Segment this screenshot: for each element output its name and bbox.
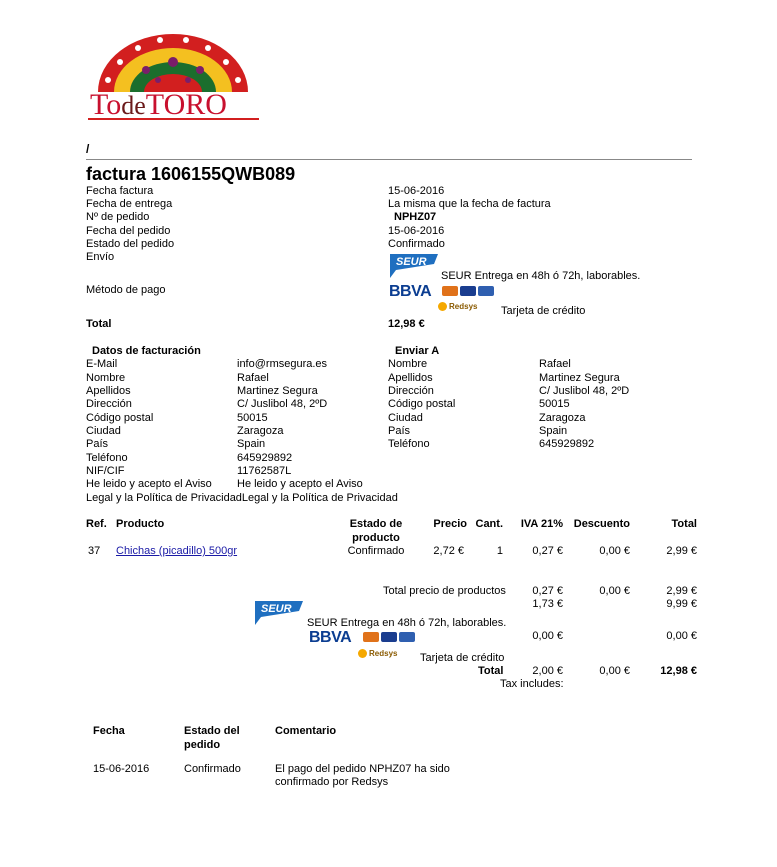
- col-discount-header: Descuento: [573, 518, 630, 530]
- history-date-header: Fecha: [93, 725, 125, 737]
- products-total-label: Total precio de productos: [383, 585, 506, 597]
- bbva-logo: BBVA: [389, 283, 432, 300]
- billing-value: info@rmsegura.es: [237, 358, 328, 370]
- mastercard-icon: [363, 632, 379, 642]
- col-vat-header: IVA 21%: [520, 518, 563, 530]
- summary-value: 15-06-2016: [388, 225, 445, 237]
- billing-value: Martinez Segura: [237, 385, 318, 397]
- cell-vat: 0,27 €: [532, 545, 563, 557]
- shipping-value: Spain: [539, 425, 568, 437]
- product-link[interactable]: Chichas (picadillo) 500gr: [116, 545, 238, 557]
- billing-value: 645929892: [237, 452, 293, 464]
- billing-label: Código postal: [86, 412, 154, 424]
- products-total-discount: 0,00 €: [599, 585, 630, 597]
- billing-value: 11762587L: [237, 465, 292, 477]
- invoice-title: factura 1606155QWB089: [86, 164, 296, 184]
- logo-text-toro: TORO: [145, 88, 227, 121]
- cell-total: 2,99 €: [666, 545, 697, 557]
- svg-text:SEUR: SEUR: [261, 603, 292, 615]
- billing-label: Dirección: [86, 398, 132, 410]
- logo-text-to: To: [90, 88, 122, 121]
- cell-price: 2,72 €: [433, 545, 464, 557]
- maestro-icon: [478, 286, 494, 296]
- billing-label: NIF/CIF: [86, 465, 125, 477]
- shipping-label: Apellidos: [388, 372, 433, 384]
- card-logos: [363, 632, 415, 642]
- summary-value: Confirmado: [388, 238, 445, 250]
- billing-label: E-Mail: [86, 358, 118, 370]
- divider: [86, 159, 692, 160]
- svg-text:SEUR: SEUR: [396, 256, 427, 268]
- svg-text:TodeTORO: [90, 88, 227, 121]
- maestro-icon: [399, 632, 415, 642]
- billing-heading: Datos de facturación: [92, 345, 201, 357]
- col-total-header: Total: [671, 518, 697, 530]
- shipping-value: 50015: [539, 398, 570, 410]
- shipping-label: Teléfono: [388, 438, 430, 450]
- redsys-logo: Redsys: [358, 649, 397, 658]
- shipping-label: País: [388, 425, 411, 437]
- visa-icon: [460, 286, 476, 296]
- col-status-header: Estado de: [349, 518, 403, 530]
- total-value: 12,98 €: [388, 318, 425, 330]
- billing-label: Nombre: [86, 372, 126, 384]
- billing-value: C/ Juslibol 48, 2ºD: [237, 398, 328, 410]
- shipping-value: Rafael: [539, 358, 571, 370]
- col-product-header: Producto: [116, 518, 165, 530]
- mastercard-icon: [442, 286, 458, 296]
- products-total-vat: 0,27 €: [532, 585, 563, 597]
- grand-total-vat: 2,00 €: [532, 665, 563, 677]
- shipping-value: 645929892: [539, 438, 595, 450]
- bbva-logo: BBVA: [309, 629, 352, 646]
- shipping-value: Zaragoza: [539, 412, 586, 424]
- redsys-logo: Redsys: [438, 302, 477, 311]
- billing-label: Ciudad: [86, 425, 121, 437]
- billing-label: Teléfono: [86, 452, 128, 464]
- payment-total: 0,00 €: [666, 630, 697, 642]
- shipping-carrier: SEUR Entrega en 48h ó 72h, laborables.: [441, 270, 641, 282]
- payment-method: Tarjeta de crédito: [501, 305, 586, 317]
- payment-vat: 0,00 €: [532, 630, 563, 642]
- summary-label: Fecha de entrega: [86, 198, 173, 210]
- shipping-heading: Enviar A: [395, 345, 440, 357]
- shipping-label: Ciudad: [388, 412, 423, 424]
- col-ref-header: Ref.: [86, 518, 107, 530]
- history-comment-2: confirmado por Redsys: [275, 776, 389, 788]
- billing-value: He leido y acepto el Aviso: [237, 478, 363, 490]
- shipping-value: Martinez Segura: [539, 372, 620, 384]
- tax-note: Tax includes:: [500, 678, 564, 690]
- slash: /: [86, 142, 90, 156]
- shipping-label: Código postal: [388, 398, 456, 410]
- shipping-description: SEUR Entrega en 48h ó 72h, laborables.: [307, 617, 507, 629]
- billing-value: Rafael: [237, 372, 269, 384]
- history-comment-header: Comentario: [275, 725, 337, 737]
- visa-icon: [381, 632, 397, 642]
- total-label: Total: [86, 318, 112, 330]
- products-total-amount: 2,99 €: [666, 585, 697, 597]
- shipping-label: Dirección: [388, 385, 434, 397]
- billing-label: País: [86, 438, 109, 450]
- grand-total-amount: 12,98 €: [660, 665, 697, 677]
- shipping-value: C/ Juslibol 48, 2ºD: [539, 385, 630, 397]
- legal-line: Legal y la Política de PrivacidadLegal y la Política de Privacidad: [86, 492, 398, 504]
- cell-status: Confirmado: [347, 545, 405, 557]
- summary-label: Nº de pedido: [86, 211, 150, 223]
- summary-value: 15-06-2016: [388, 185, 445, 197]
- shipping-vat: 1,73 €: [532, 598, 563, 610]
- todetoro-logo: [86, 34, 261, 126]
- payment-description: Tarjeta de crédito: [420, 652, 505, 664]
- card-logos: [442, 286, 494, 296]
- billing-value: 50015: [237, 412, 268, 424]
- history-status: Confirmado: [184, 763, 241, 775]
- grand-total-discount: 0,00 €: [599, 665, 630, 677]
- col-qty-header: Cant.: [475, 518, 503, 530]
- shipping-label: Nombre: [388, 358, 428, 370]
- history-status-header: Estado del: [184, 725, 240, 737]
- summary-label: Envío: [86, 251, 115, 263]
- grand-total-label: Total: [478, 665, 504, 677]
- summary-label: Fecha factura: [86, 185, 154, 197]
- order-number: NPHZ07: [394, 211, 437, 223]
- cell-ref: 37: [88, 545, 101, 557]
- summary-label: Método de pago: [86, 284, 166, 296]
- shipping-total: 9,99 €: [666, 598, 697, 610]
- billing-value: Zaragoza: [237, 425, 284, 437]
- summary-label: Fecha del pedido: [86, 225, 171, 237]
- col-price-header: Precio: [433, 518, 467, 530]
- billing-label: Apellidos: [86, 385, 131, 397]
- billing-value: Spain: [237, 438, 266, 450]
- history-status-header-2: pedido: [184, 739, 221, 751]
- seur-logo: [388, 250, 440, 280]
- seur-logo: [253, 597, 305, 627]
- logo-text-de: de: [121, 91, 146, 120]
- cell-discount: 0,00 €: [599, 545, 630, 557]
- col-status-header-2: producto: [352, 532, 400, 544]
- history-date: 15-06-2016: [93, 763, 150, 775]
- history-comment: El pago del pedido NPHZ07 ha sido: [275, 763, 450, 775]
- summary-value: La misma que la fecha de factura: [388, 198, 551, 210]
- summary-label: Estado del pedido: [86, 238, 175, 250]
- cell-qty: 1: [496, 545, 503, 557]
- billing-label: He leido y acepto el Aviso: [86, 478, 212, 490]
